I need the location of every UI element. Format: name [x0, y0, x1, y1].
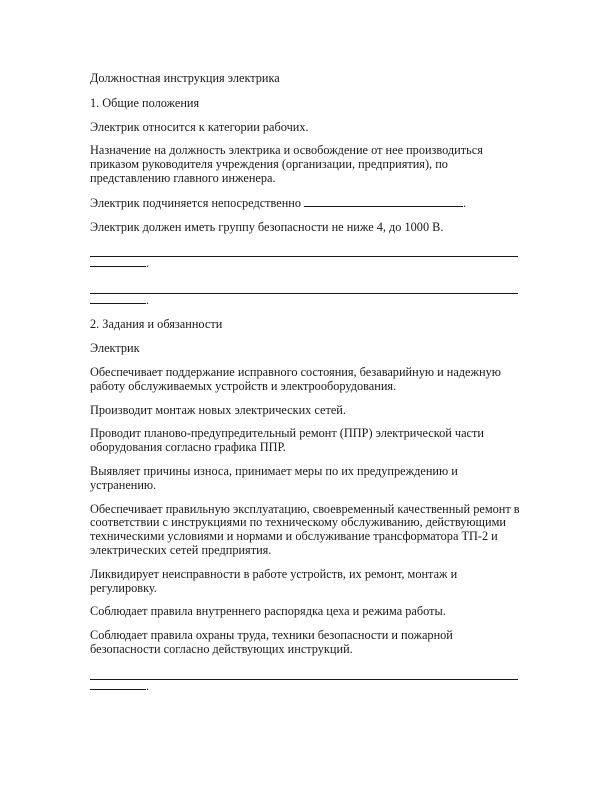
section-1-paragraph-safety-group: Электрик должен иметь группу безопасности не ниже 4, до 1000 В.	[90, 219, 444, 234]
subordination-period: .	[463, 195, 467, 210]
fill-in-blank-1	[90, 244, 522, 270]
fill-in-line-short	[90, 294, 146, 304]
duty-item: Обеспечивает поддержание исправного состояния, безаварийную и надежную работу обслуживаемых устройств и электрооборудования.	[90, 364, 501, 393]
duty-item: Соблюдает правила внутреннего распорядка цеха и режима работы.	[90, 604, 446, 619]
fill-in-blank-2	[90, 281, 522, 307]
section-2-heading: 2. Задания и обязанности	[90, 317, 223, 332]
duty-item: Проводит планово-предупредительный ремонт (ППР) электрической части оборудования согласно графика ППР.	[90, 426, 484, 455]
fill-in-period: .	[146, 256, 150, 271]
fill-in-line-short	[90, 680, 146, 690]
fill-in-line-tail	[90, 257, 522, 270]
section-1-heading: 1. Общие положения	[90, 95, 200, 110]
document-body	[90, 72, 522, 704]
fill-in-line-short	[90, 257, 146, 267]
fill-in-period: .	[146, 293, 150, 308]
fill-in-line-full	[90, 281, 518, 294]
section-1-paragraph-subordination	[90, 196, 522, 211]
fill-in-line-tail	[90, 294, 522, 307]
fill-in-line-full	[90, 667, 518, 680]
subordination-text: Электрик подчиняется непосредственно	[90, 195, 305, 210]
fill-in-period: .	[146, 678, 150, 693]
fill-in-line-full	[90, 244, 518, 257]
duty-item: Производит монтаж новых электрических сетей.	[90, 402, 346, 417]
fill-in-line-tail	[90, 680, 522, 693]
subordination-blank-line	[304, 196, 463, 207]
duty-item: Обеспечивает правильную эксплуатацию, своевременный качественный ремонт в соответствии с инструкциями по техническому обслуживанию, действующими техническими условиями и нормами и обслуживание трансформатора ТП-2 и электрических сетей предприятия.	[90, 501, 520, 557]
duty-item: Выявляет причины износа, принимает меры по их предупреждению и устранению.	[90, 463, 458, 492]
document-title: Должностная инструкция электрика	[90, 71, 280, 85]
duty-item: Ликвидирует неисправности в работе устройств, их ремонт, монтаж и регулировку.	[90, 566, 458, 595]
section-2-intro: Электрик	[90, 341, 140, 356]
section-1-paragraph-appointment: Назначение на должность электрика и освобождение от нее производиться приказом руководителя учреждения (организации, предприятия), по представлению главного инженера.	[90, 143, 483, 185]
fill-in-blank-3	[90, 667, 522, 693]
section-1-paragraph-category: Электрик относится к категории рабочих.	[90, 119, 309, 134]
duty-item: Соблюдает правила охраны труда, техники безопасности и пожарной безопасности согласно действующих инструкций.	[90, 628, 453, 656]
